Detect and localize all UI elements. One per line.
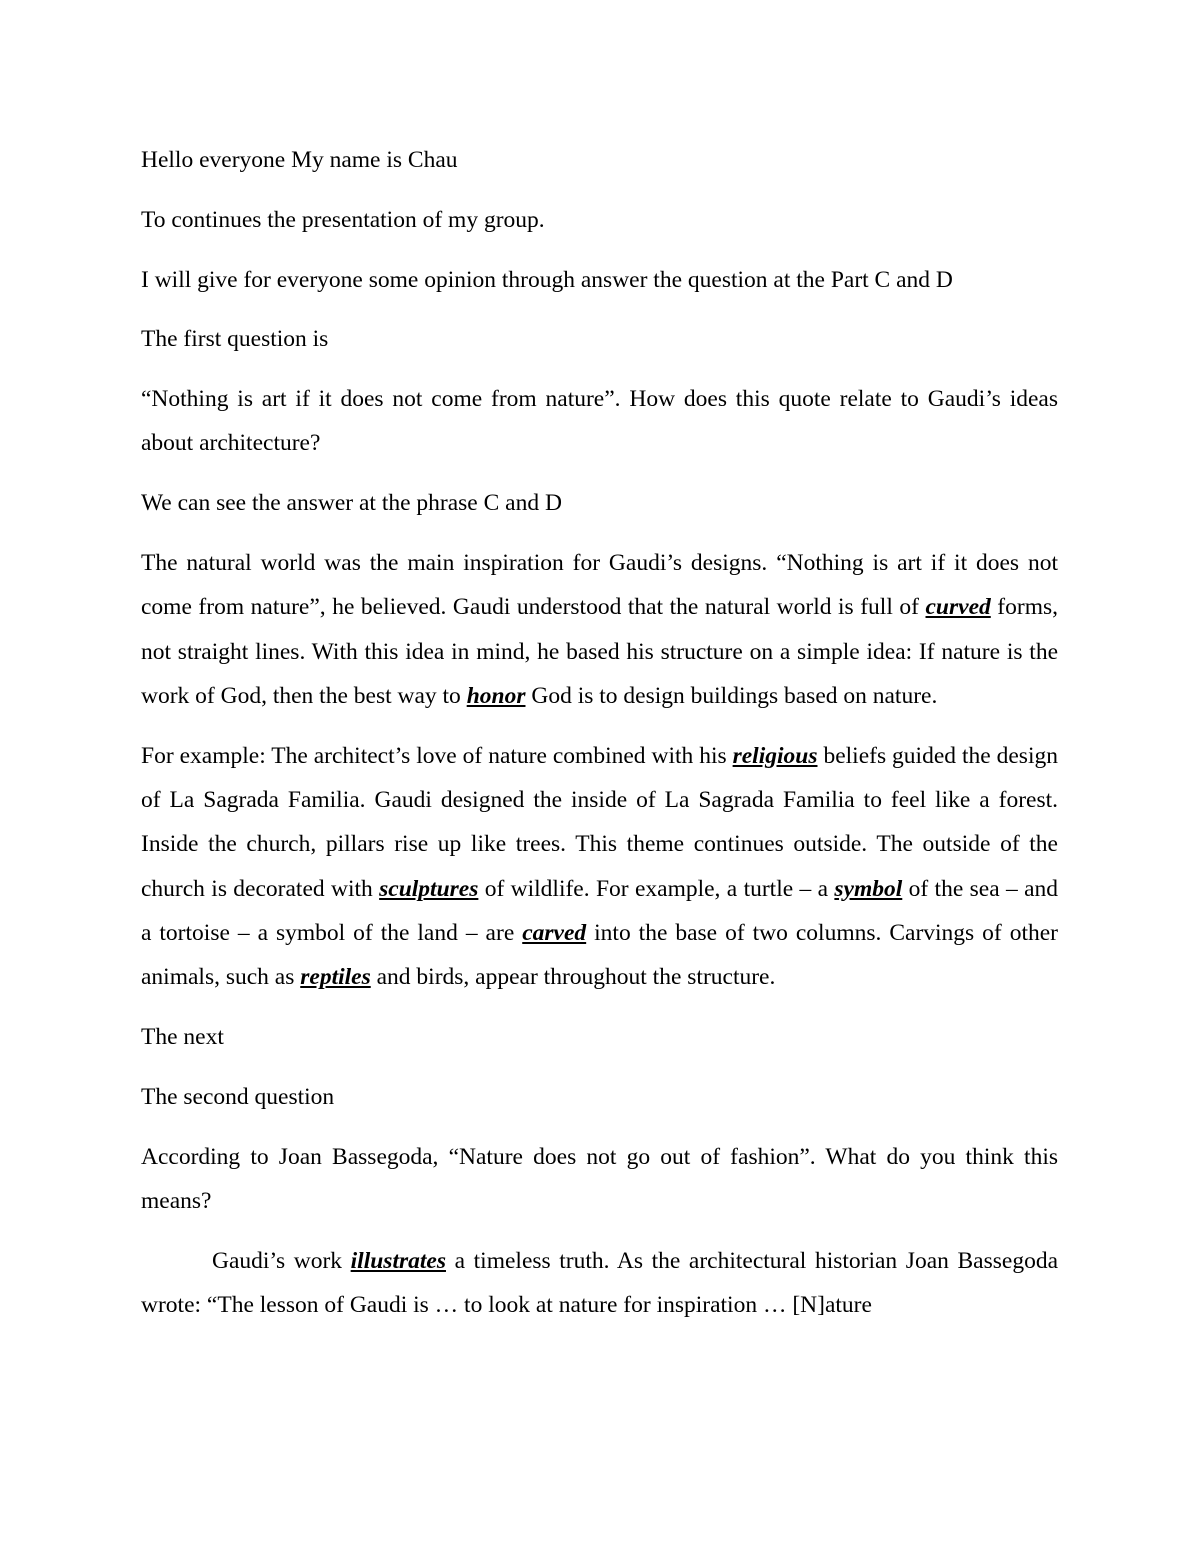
paragraph-first-question-label: The first question is (141, 326, 329, 353)
keyword-honor: honor (466, 682, 526, 709)
paragraph-natural-world (141, 541, 1058, 718)
text-segment: into the base of two columns. Carvings of other animals, such as (141, 919, 1059, 991)
text-segment: of the sea – and a tortoise – a symbol of the land – are (141, 875, 1058, 946)
keyword-reptiles: reptiles (300, 964, 371, 991)
paragraph-purpose: I will give for everyone some opinion through answer the question at the Part C and D (141, 266, 953, 293)
keyword-carved: carved (522, 919, 587, 946)
paragraph-next: The next (141, 1024, 224, 1051)
text-segment: God is to design buildings based on nature. (525, 682, 938, 709)
paragraph-answer-location: We can see the answer at the phrase C and D (141, 490, 562, 517)
text-segment: For example: The architect’s love of nature combined with his (141, 742, 733, 769)
text-segment: The natural world was the main inspiration for Gaudi’s designs. “Nothing is art if it does not come from nature”, he believed. Gaudi understood that the natural world is full of (141, 550, 1058, 621)
text-segment: beliefs guided the design of La Sagrada Familia. Gaudi designed the inside of La Sagrada Familia to feel like a forest. Inside the church, pillars rise up like trees. This theme continues outside. The outside of the church is decorated with (141, 742, 1058, 902)
document-body (141, 138, 1058, 1343)
keyword-religious: religious (732, 742, 818, 769)
keyword-illustrates: illustrates (350, 1247, 446, 1274)
paragraph-timeless-truth (141, 1239, 1058, 1328)
paragraph-first-question: “Nothing is art if it does not come from nature”. How does this quote relate to Gaudi’s ideas about architecture? (141, 386, 1058, 457)
text-segment: of wildlife. For example, a turtle – a (478, 875, 835, 902)
paragraph-greeting: Hello everyone My name is Chau (141, 147, 458, 173)
keyword-sculptures: sculptures (379, 875, 479, 902)
text-segment: Gaudi’s work (212, 1247, 351, 1274)
keyword-symbol: symbol (834, 875, 903, 902)
text-segment: forms, not straight lines. With this idea in mind, he based his structure on a simple idea: If nature is the work of God, then the best way to (141, 594, 1059, 709)
paragraph-second-question: According to Joan Bassegoda, “Nature does not go out of fashion”. What do you think this means? (141, 1143, 1058, 1214)
paragraph-intro: To continues the presentation of my group. (141, 206, 545, 233)
paragraph-second-question-label: The second question (141, 1083, 335, 1110)
keyword-curved: curved (925, 594, 991, 621)
paragraph-example (141, 734, 1058, 1000)
text-segment: and birds, appear throughout the structure. (370, 964, 776, 991)
text-segment: a timeless truth. As the architectural historian Joan Bassegoda wrote: “The lesson of Gaudi is … to look at nature for inspiration … [N]ature (141, 1247, 1058, 1319)
